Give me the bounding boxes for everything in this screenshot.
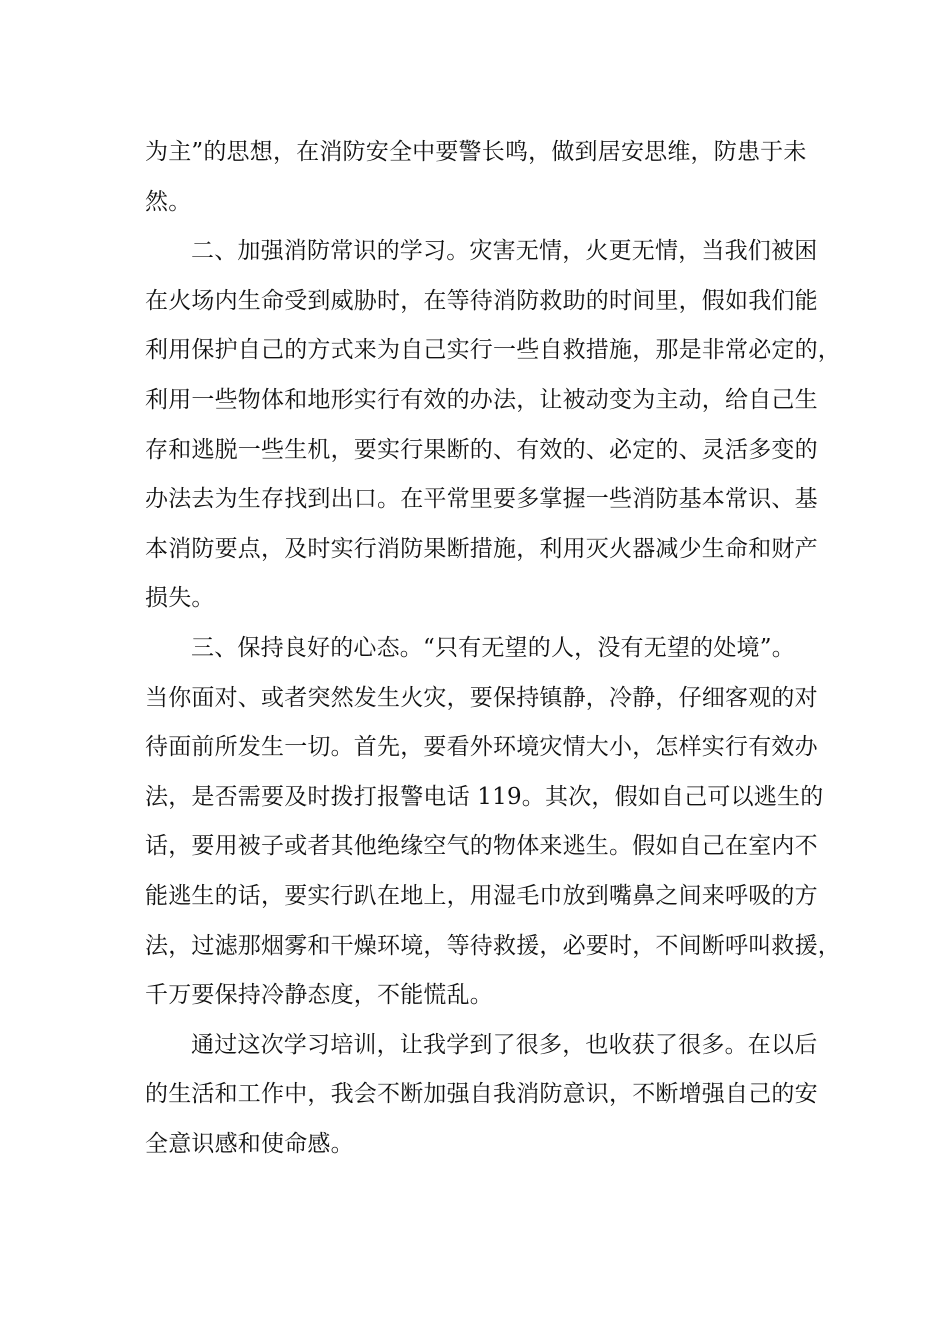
text-line: 全意识感和使命感。	[145, 1130, 354, 1157]
text-line: 法，是否需要及时拨打报警电话 119。其次，假如自己可以逃生的	[145, 783, 824, 810]
text-line: 然。	[145, 188, 192, 215]
text-line: 能逃生的话，要实行趴在地上，用湿毛巾放到嘴鼻之间来呼吸的方	[145, 882, 818, 909]
text-line: 千万要保持冷静态度，不能慌乱。	[145, 982, 493, 1009]
text-line: 在火场内生命受到威胁时，在等待消防救助的时间里，假如我们能	[145, 287, 818, 314]
text-line: 法，过滤那烟雾和干燥环境，等待救援，必要时，不间断呼叫救援，	[145, 932, 841, 959]
text-line: 待面前所发生一切。首先，要看外环境灾情大小，怎样实行有效办	[145, 734, 818, 761]
text-line: 的生活和工作中，我会不断加强自我消防意识，不断增强自己的安	[145, 1081, 818, 1108]
text-line: 损失。	[145, 585, 215, 612]
text-line: 为主”的思想，在消防安全中要警长鸣，做到居安思维，防患于未	[145, 139, 807, 165]
text-line: 办法去为生存找到出口。在平常里要多掌握一些消防基本常识、基	[145, 486, 818, 513]
text-line: 本消防要点，及时实行消防果断措施，利用灭火器减少生命和财产	[145, 535, 818, 562]
paragraph-start-line: 二、加强消防常识的学习。灾害无情，火更无情，当我们被困	[191, 238, 818, 265]
text-line: 利用一些物体和地形实行有效的办法，让被动变为主动，给自己生	[145, 386, 818, 413]
paragraph-start-line: 三、保持良好的心态。“只有无望的人，没有无望的处境”。	[191, 634, 795, 661]
text-line: 利用保护自己的方式来为自己实行一些自救措施，那是非常必定的，	[145, 337, 841, 364]
paragraph-start-line: 通过这次学习培训，让我学到了很多，也收获了很多。在以后	[191, 1031, 818, 1058]
text-line: 当你面对、或者突然发生火灾，要保持镇静，冷静，仔细客观的对	[145, 684, 818, 711]
text-line: 话，要用被子或者其他绝缘空气的物体来逃生。假如自己在室内不	[145, 833, 818, 860]
document-body	[145, 128, 841, 1169]
text-line: 存和逃脱一些生机，要实行果断的、有效的、必定的、灵活多变的	[145, 436, 818, 463]
